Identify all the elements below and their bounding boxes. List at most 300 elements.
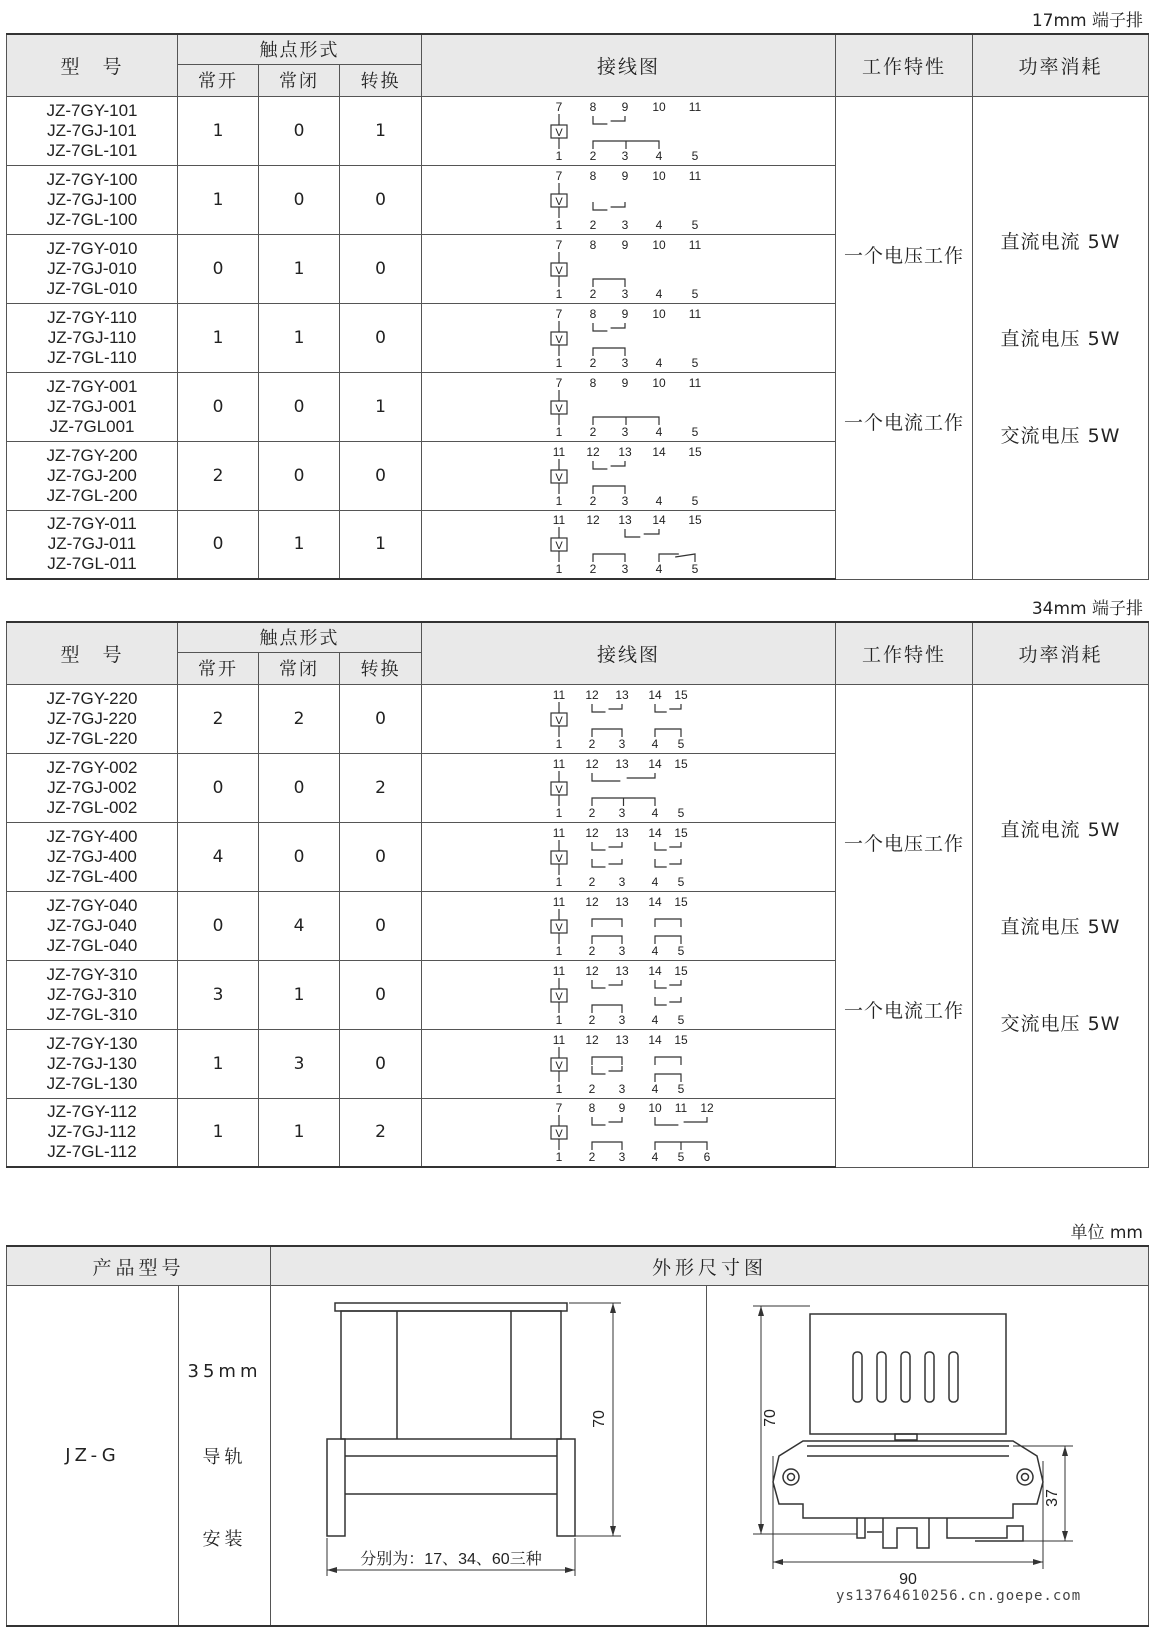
pin-label-top: 7	[555, 99, 562, 114]
wiring-cell	[422, 234, 836, 303]
model-number: JZ-7GJ-130	[47, 1053, 137, 1073]
footer-url: ys13764610256.cn.goepe.com	[836, 1588, 1082, 1604]
contact-no	[592, 859, 622, 867]
pin-label-top: 14	[647, 687, 662, 702]
contact-count-nc: 0	[259, 372, 340, 441]
front-view-drawing	[271, 1286, 707, 1621]
pin-label-bottom: 5	[691, 286, 698, 301]
pin-label-bottom: 5	[677, 805, 684, 820]
header-work: 工作特性	[836, 622, 973, 684]
model-cell	[7, 303, 178, 372]
pin-label-bottom: 4	[655, 562, 662, 577]
mount-description	[179, 1286, 271, 1627]
wiring-diagram	[529, 962, 729, 1028]
pin-label-top: 8	[589, 306, 596, 321]
model-number: JZ-7GL-200	[46, 485, 138, 505]
pin-label-top: 9	[621, 375, 628, 390]
pin-label-top: 7	[555, 306, 562, 321]
contact-count-no: 0	[178, 753, 259, 822]
pin-label-top: 8	[589, 168, 596, 183]
pin-label-top: 7	[555, 168, 562, 183]
pin-label-bottom: 2	[589, 217, 596, 232]
contact-co	[592, 798, 655, 806]
pin-label-top: 12	[584, 687, 599, 702]
contact-co	[593, 417, 659, 425]
contact-count-nc: 4	[259, 891, 340, 960]
pin-label-top: 11	[552, 756, 565, 771]
header-outline-drawing: 外形尺寸图	[271, 1246, 1149, 1286]
wiring-diagram	[529, 755, 729, 821]
pin-label-top: 9	[618, 1101, 625, 1116]
pin-label-bottom: 4	[651, 736, 658, 751]
pin-label-top: 9	[621, 99, 628, 114]
coil-label: V	[554, 783, 563, 796]
pin-label-top: 14	[647, 756, 662, 771]
header-power: 功率消耗	[973, 34, 1149, 96]
contact-count-co: 0	[340, 234, 422, 303]
pin-label-bottom: 1	[555, 805, 562, 820]
coil-label: V	[554, 333, 563, 346]
model-cell	[7, 684, 178, 753]
pin-label-bottom: 4	[651, 874, 658, 889]
contact-count-nc: 0	[259, 165, 340, 234]
header-co: 转换	[340, 64, 422, 96]
pin-label-top: 12	[584, 825, 599, 840]
power-ac-voltage: 交流电压 5W	[1000, 425, 1121, 447]
pin-label-top: 11	[674, 1101, 687, 1116]
pin-label-top: 11	[552, 894, 565, 909]
pin-label-top: 10	[651, 375, 666, 390]
contact-count-nc: 1	[259, 1098, 340, 1167]
model-number: JZ-7GY-010	[46, 238, 138, 258]
pin-label-bottom: 5	[691, 424, 698, 439]
work-current: 一个电流工作	[843, 999, 964, 1022]
pin-label-bottom: 5	[677, 874, 684, 889]
pin-label-top: 8	[589, 237, 596, 252]
pin-label-bottom: 2	[589, 355, 596, 370]
work-voltage: 一个电压工作	[843, 244, 964, 267]
contact-no	[592, 980, 622, 988]
contact-count-nc: 2	[259, 684, 340, 753]
model-number: JZ-7GY-200	[46, 445, 138, 465]
pin-label-top: 14	[651, 444, 666, 459]
side-view-cell	[707, 1286, 1149, 1627]
pin-label-bottom: 3	[618, 1150, 625, 1165]
pin-label-bottom: 5	[677, 1150, 684, 1165]
contact-no	[655, 1117, 707, 1125]
wiring-cell	[422, 441, 836, 510]
model-number: JZ-7GL-400	[46, 866, 138, 886]
pin-label-bottom: 2	[588, 943, 595, 958]
contact-count-co: 2	[340, 1098, 422, 1167]
front-left-foot	[327, 1439, 345, 1536]
pin-label-bottom: 3	[618, 1081, 625, 1096]
contact-count-no: 1	[178, 96, 259, 165]
pin-label-bottom: 3	[618, 805, 625, 820]
coil-label: V	[554, 714, 563, 727]
front-height-label: 70	[591, 1410, 609, 1428]
pin-label-bottom: 3	[618, 1012, 625, 1027]
model-number: JZ-7GY-100	[46, 169, 138, 189]
contact-no	[593, 461, 625, 469]
side-view-drawing	[707, 1286, 1149, 1621]
pin-label-bottom: 4	[651, 1081, 658, 1096]
model-number: JZ-7GY-310	[46, 964, 138, 984]
pin-label-bottom: 5	[691, 355, 698, 370]
pin-label-top: 15	[673, 687, 688, 702]
table-row	[7, 96, 1149, 165]
pin-label-bottom: 3	[618, 874, 625, 889]
coil-label: V	[554, 264, 563, 277]
wiring-cell	[422, 822, 836, 891]
wiring-cell	[422, 960, 836, 1029]
front-body	[341, 1311, 561, 1439]
contact-count-no: 2	[178, 684, 259, 753]
model-number: JZ-7GJ-011	[47, 534, 137, 554]
contact-count-no: 2	[178, 441, 259, 510]
pin-label-bottom: 1	[555, 424, 562, 439]
contact-count-co: 0	[340, 441, 422, 510]
pin-label-bottom: 4	[655, 148, 662, 163]
pin-label-bottom: 3	[621, 148, 628, 163]
contact-count-no: 1	[178, 1098, 259, 1167]
wiring-cell	[422, 303, 836, 372]
wiring-diagram	[529, 443, 729, 509]
pin-label-bottom: 4	[655, 355, 662, 370]
pin-label-top: 11	[688, 99, 701, 114]
pin-label-bottom: 5	[677, 943, 684, 958]
contact-nc	[592, 919, 622, 927]
model-number: JZ-7GY-110	[47, 307, 137, 327]
coil-label: V	[554, 540, 563, 553]
contact-count-co: 1	[340, 96, 422, 165]
contact-nc	[655, 936, 681, 944]
contact-no	[593, 202, 625, 210]
contact-nc	[593, 279, 625, 287]
model-number: JZ-7GJ-220	[47, 708, 137, 728]
pin-label-bottom: 1	[555, 874, 562, 889]
contact-nc	[593, 348, 625, 356]
pin-label-bottom: 5	[691, 562, 698, 577]
contact-count-nc: 1	[259, 303, 340, 372]
contact-count-no: 1	[178, 303, 259, 372]
contact-nc	[592, 936, 622, 944]
pin-label-top: 15	[673, 894, 688, 909]
pin-label-top: 11	[688, 306, 701, 321]
pin-label-top: 11	[688, 168, 701, 183]
pin-label-bottom: 4	[651, 805, 658, 820]
wiring-cell	[422, 165, 836, 234]
contact-no	[592, 1066, 622, 1074]
model-cell	[7, 165, 178, 234]
contact-count-no: 3	[178, 960, 259, 1029]
model-number: JZ-7GJ-100	[47, 189, 137, 209]
contact-no	[655, 842, 681, 850]
model-number: JZ-7GJ-110	[47, 327, 137, 347]
pin-label-top: 9	[621, 168, 628, 183]
model-cell	[7, 753, 178, 822]
pin-label-bottom: 5	[691, 217, 698, 232]
mount-rail-size: 35mm	[187, 1360, 262, 1382]
pin-label-top: 11	[552, 825, 565, 840]
contact-nc	[592, 1142, 622, 1150]
pin-label-top: 13	[617, 513, 632, 528]
model-number: JZ-7GL-130	[46, 1073, 138, 1093]
wiring-cell	[422, 510, 836, 579]
model-cell	[7, 510, 178, 579]
pin-label-top: 13	[617, 444, 632, 459]
header-no: 常开	[178, 652, 259, 684]
coil-label: V	[554, 1059, 563, 1072]
pin-label-top: 15	[673, 756, 688, 771]
table2-unit-label: 34mm 端子排	[1031, 599, 1143, 619]
contact-nc	[593, 554, 625, 562]
wiring-diagram	[529, 305, 729, 371]
power-dc-current: 直流电流 5W	[1000, 231, 1121, 253]
pin-label-bottom: 1	[555, 1012, 562, 1027]
pin-label-top: 12	[584, 756, 599, 771]
header-wiring: 接线图	[422, 622, 836, 684]
wiring-cell	[422, 753, 836, 822]
model-number: JZ-7GY-040	[46, 895, 138, 915]
contact-count-nc: 0	[259, 96, 340, 165]
header-work: 工作特性	[836, 34, 973, 96]
pin-label-bottom: 5	[677, 1081, 684, 1096]
pin-label-bottom: 2	[588, 805, 595, 820]
pin-label-bottom: 3	[621, 424, 628, 439]
model-cell	[7, 1098, 178, 1167]
pin-label-top: 11	[552, 963, 565, 978]
contact-no	[592, 704, 622, 712]
pin-label-top: 15	[687, 513, 702, 528]
header-nc: 常闭	[259, 64, 340, 96]
front-width-note: 分别为：17、34、60三种	[360, 1551, 542, 1568]
pin-label-top: 7	[555, 375, 562, 390]
table-row	[7, 684, 1149, 753]
contact-nc	[592, 729, 622, 737]
pin-label-bottom: 4	[651, 1012, 658, 1027]
pin-label-top: 12	[584, 963, 599, 978]
model-number: JZ-7GJ-040	[47, 915, 137, 935]
side-height-label: 70	[762, 1409, 780, 1427]
pin-label-top: 13	[614, 687, 629, 702]
pin-label-bottom: 3	[621, 493, 628, 508]
pin-label-top: 10	[647, 1101, 662, 1116]
pin-label-top: 15	[673, 825, 688, 840]
contact-no	[592, 773, 655, 781]
header-co: 转换	[340, 652, 422, 684]
contact-count-no: 0	[178, 234, 259, 303]
model-number: JZ-7GJ-310	[47, 984, 137, 1004]
contact-count-nc: 0	[259, 753, 340, 822]
pin-label-bottom: 1	[555, 943, 562, 958]
pin-label-bottom: 1	[555, 493, 562, 508]
wiring-cell	[422, 891, 836, 960]
pin-label-top: 14	[647, 963, 662, 978]
pin-label-bottom: 4	[651, 1150, 658, 1165]
header-nc: 常闭	[259, 652, 340, 684]
side-base	[773, 1441, 1043, 1518]
contact-count-co: 0	[340, 684, 422, 753]
coil-label: V	[554, 402, 563, 415]
coil-label: V	[554, 471, 563, 484]
pin-label-bottom: 3	[621, 217, 628, 232]
pin-label-top: 11	[552, 1032, 565, 1047]
contact-no	[593, 116, 625, 124]
pin-label-top: 13	[614, 756, 629, 771]
pin-label-bottom: 1	[555, 286, 562, 301]
contact-count-co: 1	[340, 510, 422, 579]
dimensions-table	[6, 1245, 1149, 1627]
pin-label-bottom: 3	[618, 736, 625, 751]
pin-label-top: 10	[651, 237, 666, 252]
product-model: JZ-G	[7, 1286, 179, 1627]
pin-label-top: 10	[651, 99, 666, 114]
contact-nc	[593, 486, 625, 494]
contact-no	[593, 323, 625, 331]
header-wiring: 接线图	[422, 34, 836, 96]
pin-label-bottom: 4	[655, 217, 662, 232]
wiring-diagram	[529, 167, 729, 233]
pin-label-top: 15	[673, 963, 688, 978]
spec-table-34mm	[6, 621, 1149, 1168]
pin-label-bottom: 2	[589, 562, 596, 577]
power-dc-voltage: 直流电压 5W	[1000, 328, 1121, 350]
contact-count-no: 1	[178, 1029, 259, 1098]
model-number: JZ-7GY-001	[46, 376, 138, 396]
pin-label-top: 15	[687, 444, 702, 459]
model-number: JZ-7GL-040	[46, 935, 138, 955]
pin-label-bottom: 4	[655, 286, 662, 301]
side-upper-body	[810, 1314, 1006, 1434]
model-number: JZ-7GY-400	[46, 826, 138, 846]
pin-label-top: 9	[621, 306, 628, 321]
wiring-cell	[422, 96, 836, 165]
wiring-diagram	[529, 686, 729, 752]
pin-label-bottom: 1	[555, 1150, 562, 1165]
wiring-diagram	[529, 1031, 729, 1097]
pin-label-bottom: 5	[691, 493, 698, 508]
contact-count-no: 0	[178, 510, 259, 579]
pin-label-bottom: 2	[589, 286, 596, 301]
pin-label-bottom: 4	[651, 943, 658, 958]
model-number: JZ-7GL-101	[46, 140, 138, 160]
pin-label-top: 11	[688, 237, 701, 252]
pin-label-bottom: 2	[588, 1012, 595, 1027]
pin-label-bottom: 6	[703, 1150, 710, 1165]
wiring-diagram	[529, 511, 729, 577]
pin-label-bottom: 3	[621, 355, 628, 370]
model-number: JZ-7GL001	[49, 416, 135, 436]
model-cell	[7, 372, 178, 441]
contact-count-co: 0	[340, 1029, 422, 1098]
pin-label-top: 10	[651, 168, 666, 183]
mount-rail: 导轨	[202, 1446, 247, 1468]
model-number: JZ-7GY-101	[46, 100, 138, 120]
pin-label-top: 14	[647, 894, 662, 909]
contact-ncopen	[659, 554, 695, 562]
pin-label-top: 12	[584, 894, 599, 909]
contact-count-no: 0	[178, 891, 259, 960]
pin-label-top: 15	[673, 1032, 688, 1047]
power-consumption-cell	[973, 96, 1149, 579]
power-dc-voltage: 直流电压 5W	[1000, 916, 1121, 938]
contact-co	[593, 141, 659, 149]
contact-nc	[592, 1005, 622, 1013]
pin-label-bottom: 2	[589, 493, 596, 508]
model-number: JZ-7GY-220	[46, 688, 138, 708]
front-view-cell	[271, 1286, 707, 1627]
pin-label-top: 12	[585, 513, 600, 528]
contact-count-nc: 3	[259, 1029, 340, 1098]
model-number: JZ-7GJ-400	[47, 846, 137, 866]
wiring-cell	[422, 372, 836, 441]
power-ac-voltage: 交流电压 5W	[1000, 1013, 1121, 1035]
contact-count-no: 0	[178, 372, 259, 441]
contact-count-co: 0	[340, 165, 422, 234]
pin-label-top: 9	[621, 237, 628, 252]
pin-label-bottom: 2	[589, 424, 596, 439]
model-number: JZ-7GL-100	[46, 209, 138, 229]
model-number: JZ-7GL-112	[47, 1142, 137, 1162]
contact-no	[592, 1117, 622, 1125]
contact-count-co: 0	[340, 822, 422, 891]
contact-no	[655, 980, 681, 988]
model-cell	[7, 1029, 178, 1098]
pin-label-top: 11	[688, 375, 701, 390]
model-cell	[7, 96, 178, 165]
pin-label-bottom: 3	[621, 562, 628, 577]
pin-label-top: 14	[651, 513, 666, 528]
pin-label-bottom: 5	[677, 1012, 684, 1027]
model-number: JZ-7GJ-101	[47, 120, 137, 140]
model-number: JZ-7GL-010	[46, 278, 138, 298]
model-number: JZ-7GJ-200	[47, 465, 137, 485]
model-cell	[7, 822, 178, 891]
contact-no	[655, 704, 681, 712]
model-number: JZ-7GY-112	[47, 1102, 137, 1122]
contact-count-no: 4	[178, 822, 259, 891]
pin-label-top: 7	[555, 237, 562, 252]
contact-count-co: 1	[340, 372, 422, 441]
pin-label-bottom: 2	[588, 1081, 595, 1096]
coil-label: V	[554, 126, 563, 139]
work-characteristics-cell	[836, 684, 973, 1167]
pin-label-top: 12	[584, 1032, 599, 1047]
coil-label: V	[554, 921, 563, 934]
model-number: JZ-7GY-002	[46, 757, 138, 777]
contact-nc	[655, 1074, 681, 1082]
model-number: JZ-7GJ-112	[47, 1122, 137, 1142]
contact-count-co: 0	[340, 303, 422, 372]
side-rail-height-label: 37	[1044, 1489, 1062, 1507]
pin-label-top: 8	[589, 99, 596, 114]
model-number: JZ-7GL-310	[46, 1004, 138, 1024]
contact-no	[655, 997, 681, 1005]
model-number: JZ-7GL-002	[46, 797, 138, 817]
pin-label-bottom: 5	[677, 736, 684, 751]
header-model: 型 号	[7, 34, 178, 96]
contact-no	[625, 529, 659, 537]
pin-label-top: 14	[647, 1032, 662, 1047]
model-number: JZ-7GL-220	[46, 728, 138, 748]
spec-table-17mm	[6, 33, 1149, 580]
pin-label-bottom: 1	[555, 355, 562, 370]
pin-label-bottom: 2	[588, 736, 595, 751]
pin-label-top: 12	[699, 1101, 714, 1116]
dimensions-unit-label: 单位 mm	[1070, 1223, 1143, 1243]
contact-count-co: 0	[340, 891, 422, 960]
